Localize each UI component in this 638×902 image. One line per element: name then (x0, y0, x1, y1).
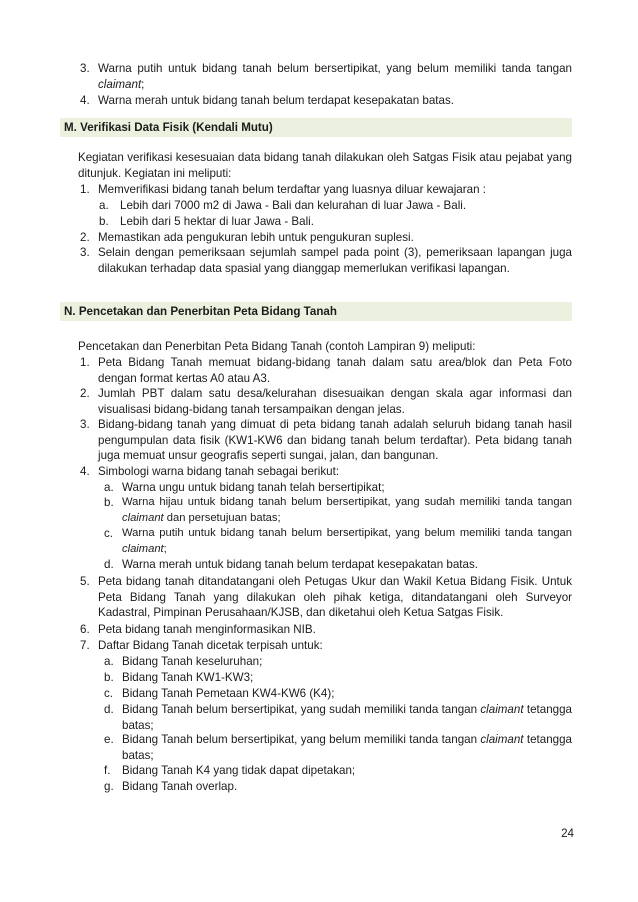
section-m-subitem-b: Lebih dari 5 hektar di luar Jawa - Bali. (120, 215, 314, 228)
section-m-intro: Kegiatan verifikasi kesesuaian data bidang tanah dilakukan oleh Satgas Fisik atau pejabat yang ditunjuk. Kegiatan ini meliputi: (78, 151, 572, 180)
section-m-item-1: Memverifikasi bidang tanah belum terdaftar yang luasnya diluar kewajaran : (98, 183, 486, 196)
section-m-sub-letter-a: a. (99, 199, 109, 212)
top-list-number-4: 4. (80, 94, 90, 107)
top-list-item-3: Warna putih untuk bidang tanah belum bersertipikat, yang belum memiliki tanda tangan claimant; (98, 62, 572, 91)
section-n-7-letter-a: a. (104, 655, 114, 668)
section-n-item-5: Peta bidang tanah ditandatangani oleh Petugas Ukur dan Wakil Ketua Bidang Fisik. Untuk Peta Bidang Tanah yang dilakukan oleh pihak ketiga, ditandatangani oleh Surveyor Kadastral, Pimpinan Perusahaan/KJSB, dan diketahui oleh Ketua Satgas Fisik. (98, 575, 572, 619)
top-list-item-4: Warna merah untuk bidang tanah belum terdapat kesepakatan batas. (98, 94, 454, 107)
section-n-number-6: 6. (80, 623, 90, 636)
section-n-4-letter-b: b. (104, 496, 114, 509)
section-n-number-5: 5. (80, 575, 90, 588)
section-m-sub-letter-b: b. (99, 215, 109, 228)
section-n-7-letter-g: g. (104, 780, 114, 793)
section-n-4-letter-a: a. (104, 481, 114, 494)
section-m-item-3: Selain dengan pemeriksaan sejumlah sampel pada point (3), pemeriksaan lapangan juga dilakukan terhadap data spasial yang dianggap memerlukan verifikasi lapangan. (98, 246, 572, 275)
section-n-7-letter-e: e. (104, 733, 114, 746)
section-m-item-2: Memastikan ada pengukuran lebih untuk pengukuran suplesi. (98, 231, 414, 244)
section-n-intro: Pencetakan dan Penerbitan Peta Bidang Tanah (contoh Lampiran 9) meliputi: (78, 340, 476, 353)
section-n-item-3: Bidang-bidang tanah yang dimuat di peta bidang tanah adalah seluruh bidang tanah hasil pengumpulan data fisik (KW1-KW6 dan bidang tanah belum terdaftar). Peta bidang tanah juga memuat unsur geografis seperti sungai, jalan, dan bangunan. (98, 418, 572, 462)
section-n-item-4: Simbologi warna bidang tanah sebagai berikut: (98, 465, 340, 478)
section-n-4-subitem-c: Warna putih untuk bidang tanah belum bersertipikat, yang belum memiliki tanda tangan claimant; (122, 527, 572, 555)
section-n-item-1: Peta Bidang Tanah memuat bidang-bidang tanah dalam satu area/blok dan Peta Foto dengan format kertas A0 atau A3. (98, 356, 572, 385)
section-n-7-subitem-e: Bidang Tanah belum bersertipikat, yang belum memiliki tanda tangan claimant tetangga batas; (122, 733, 572, 762)
section-m-number-1: 1. (80, 183, 90, 196)
section-n-7-letter-c: c. (104, 687, 114, 700)
section-n-7-letter-d: d. (104, 703, 114, 716)
section-n-7-subitem-a: Bidang Tanah keseluruhan; (122, 655, 263, 668)
page-number: 24 (561, 827, 574, 840)
section-n-4-subitem-a: Warna ungu untuk bidang tanah telah bersertipikat; (122, 481, 385, 494)
section-m-number-2: 2. (80, 231, 90, 244)
section-n-4-subitem-b: Warna hijau untuk bidang tanah belum bersertipikat, yang sudah memiliki tanda tangan claimant dan persetujuan batas; (122, 496, 572, 524)
section-n-number-4: 4. (80, 465, 90, 478)
section-n-7-letter-b: b. (104, 671, 114, 684)
section-n-item-6: Peta bidang tanah menginformasikan NIB. (98, 623, 316, 636)
section-n-7-subitem-c: Bidang Tanah Pemetaan KW4-KW6 (K4); (122, 687, 335, 700)
section-n-item-7: Daftar Bidang Tanah dicetak terpisah untuk: (98, 639, 323, 652)
section-n-7-subitem-d: Bidang Tanah belum bersertipikat, yang sudah memiliki tanda tangan claimant tetangga batas; (122, 703, 572, 732)
section-n-number-3: 3. (80, 418, 90, 431)
section-n-number-1: 1. (80, 356, 90, 369)
section-n-number-2: 2. (80, 387, 90, 400)
section-n-7-subitem-b: Bidang Tanah KW1-KW3; (122, 671, 254, 684)
section-n-title: N. Pencetakan dan Penerbitan Peta Bidang Tanah (64, 305, 337, 318)
section-n-7-subitem-f: Bidang Tanah K4 yang tidak dapat dipetakan; (122, 764, 356, 777)
section-n-4-letter-c: c. (104, 527, 114, 540)
section-n-7-subitem-g: Bidang Tanah overlap. (122, 780, 238, 793)
top-list-number-3: 3. (80, 62, 90, 75)
section-n-item-2: Jumlah PBT dalam satu desa/kelurahan disesuaikan dengan skala agar informasi dan visualisasi bidang-bidang tanah tersampaikan dengan jelas. (98, 387, 572, 416)
section-n-4-letter-d: d. (104, 558, 114, 571)
section-m-number-3: 3. (80, 246, 90, 259)
section-n-number-7: 7. (80, 639, 90, 652)
section-n-4-subitem-d: Warna merah untuk bidang tanah belum terdapat kesepakatan batas. (122, 558, 478, 571)
section-n-7-letter-f: f. (104, 764, 111, 777)
section-m-title: M. Verifikasi Data Fisik (Kendali Mutu) (64, 121, 273, 134)
section-m-subitem-a: Lebih dari 7000 m2 di Jawa - Bali dan kelurahan di luar Jawa - Bali. (120, 199, 467, 212)
